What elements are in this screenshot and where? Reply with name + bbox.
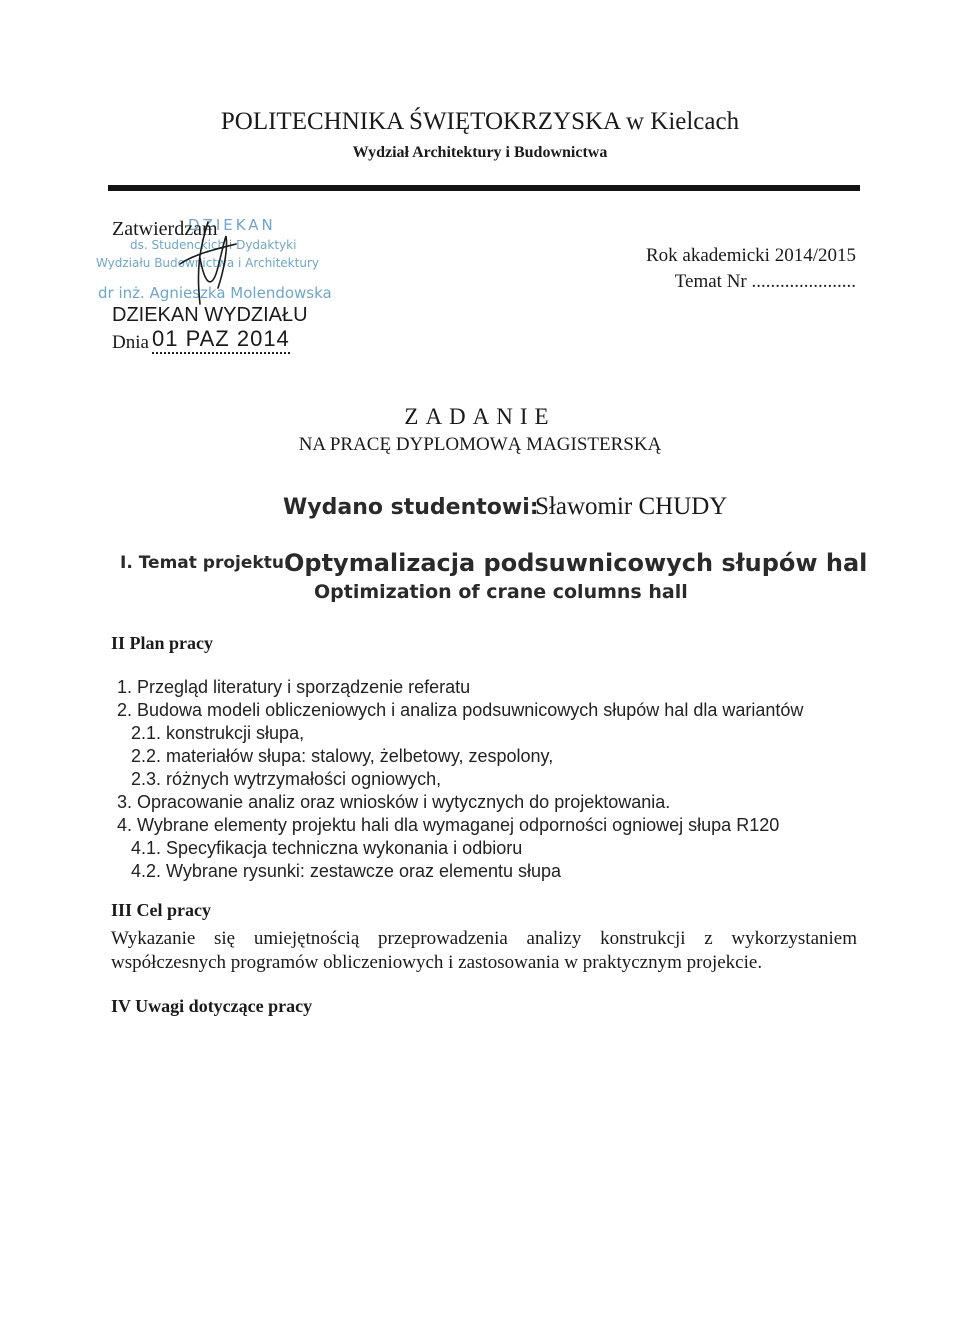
plan-item: 2.2. materiałów słupa: stalowy, żelbetowy, zespolony, bbox=[131, 746, 554, 766]
document-title: ZADANIE bbox=[404, 404, 556, 429]
stamp-faculty-line: Wydziału Budownictwa i Architektury bbox=[96, 256, 319, 270]
header-divider bbox=[108, 185, 860, 191]
dean-label: DZIEKAN WYDZIAŁU bbox=[112, 304, 308, 326]
student-name: Sławomir CHUDY bbox=[535, 493, 728, 520]
notes-heading: IV Uwagi dotyczące pracy bbox=[111, 996, 313, 1016]
plan-item: 3. Opracowanie analiz oraz wniosków i wytycznych do projektowania. bbox=[117, 792, 671, 812]
topic-title-pl: Optymalizacja podsuwnicowych słupów hal bbox=[284, 549, 868, 577]
plan-item: 2.3. różnych wytrzymałości ogniowych, bbox=[131, 769, 442, 789]
university-name: POLITECHNIKA ŚWIĘTOKRZYSKA w Kielcach bbox=[220, 108, 740, 135]
date-label: Dnia bbox=[112, 332, 149, 353]
faculty-name: Wydział Architektury i Budownictwa bbox=[352, 144, 608, 161]
goal-heading: III Cel pracy bbox=[111, 900, 211, 920]
approved-label: Zatwierdzam bbox=[112, 218, 218, 240]
issued-label: Wydano studentowi: bbox=[283, 495, 539, 520]
stamp-title: DZIEKAN bbox=[188, 216, 276, 234]
plan-item: 2.1. konstrukcji słupa, bbox=[131, 723, 305, 743]
plan-item: 2. Budowa modeli obliczeniowych i analiza podsuwnicowych słupów hal dla wariantów bbox=[117, 700, 804, 720]
topic-number: Temat Nr ...................... bbox=[674, 271, 856, 292]
document-subtitle: NA PRACĘ DYPLOMOWĄ MAGISTERSKĄ bbox=[298, 434, 662, 455]
date-value: 01 PAZ 2014 bbox=[152, 326, 290, 354]
stamp-ds-line: ds. Studenckich i Dydaktyki bbox=[130, 238, 297, 252]
stamp-name-line: dr inż. Agnieszka Molendowska bbox=[98, 284, 332, 302]
plan-item: 4.1. Specyfikacja techniczna wykonania i odbioru bbox=[131, 838, 523, 858]
topic-title-en: Optimization of crane columns hall bbox=[314, 581, 688, 603]
topic-label: I. Temat projektu: bbox=[120, 553, 291, 573]
plan-heading: II Plan pracy bbox=[111, 633, 214, 653]
plan-item: 4. Wybrane elementy projektu hali dla wymaganej odporności ogniowej słupa R120 bbox=[117, 815, 780, 835]
academic-year: Rok akademicki 2014/2015 bbox=[645, 245, 856, 266]
goal-text: Wykazanie się umiejętnością przeprowadzenia analizy konstrukcji z wykorzystaniem współczesnych programów obliczeniowych i zastosowania w praktycznym projekcie. bbox=[111, 928, 857, 973]
plan-item: 4.2. Wybrane rysunki: zestawcze oraz elementu słupa bbox=[131, 861, 562, 881]
plan-item: 1. Przegląd literatury i sporządzenie referatu bbox=[117, 677, 471, 697]
dean-signature bbox=[170, 218, 240, 308]
